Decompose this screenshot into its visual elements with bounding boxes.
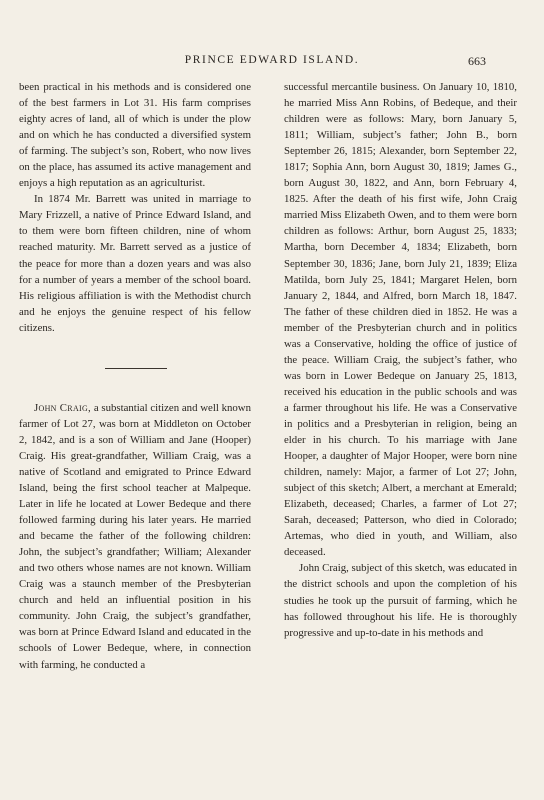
section-divider	[105, 368, 167, 369]
john-craig-paragraph-text: a substantial citizen and well known farmer of Lot 27, was born at Middleton on October 2, 1842, and is a son of William and Jane (Hooper) Craig. His great-grandfather, William Craig, was a native of Scotland and emigrated to Prince Edward Island, being the first school teacher at Malpeque. Later in life he located at Lower Bedeque and there followed farming during his later years. He married and became the father of the following children: John, the subject’s grandfather; William; Alexander and two others whose names are not known. William Craig was a staunch member of the Presbyterian church and held an influential position in his community. John Craig, the subject’s grandfather, was born at Prince Edward Island and educated in the schools of Lower Bedeque, where, in connection with farming, he conducted a	[19, 401, 251, 671]
right-column	[284, 79, 517, 641]
subject-name: John Craig,	[34, 401, 92, 414]
left-column	[19, 79, 251, 673]
craig-family-paragraph: successful mercantile business. On January 10, 1810, he married Miss Ann Robins, of Bedeque, and their children were as follows: Mary, born January 5, 1811; William, subject’s father; John B., born September 26, 1815; Alexander, born September 22, 1817; Sophia Ann, born August 30, 1819; James G., born August 30, 1822, and Ann, born February 4, 1825. After the death of his first wife, John Craig married Miss Elizabeth Owen, and to them were born children as follows: Arthur, born August 25, 1833; Martha, born December 4, 1834; Elizabeth, born September 30, 1836; Jane, born July 21, 1839; Eliza Matilda, born July 25, 1841; Margaret Helen, born January 2, 1844, and Alfred, born March 18, 1847. The father of these children died in 1852. He was a member of the Presbyterian church and in politics was a Conservative, holding the office of justice of the peace. William Craig, the subject’s father, who was born in Lower Bedeque on January 25, 1813, received his education in the public schools and was a farmer throughout his life. He was a Conservative in politics and a Presbyterian in religion, being an elder in his church. To his marriage with Jane Hooper, a daughter of Major Hooper, were born nine children, namely: Major, a farmer of Lot 27; John, subject of this sketch; Albert, a merchant at Emerald; Elizabeth, deceased; Charles, a farmer of Lot 27; Sarah, deceased; Patterson, who died in Colorado; Artemas, who died in youth, and William, also deceased.	[284, 81, 517, 559]
page-header	[0, 54, 544, 72]
barrett-marriage-paragraph: In 1874 Mr. Barrett was united in marriage to Mary Frizzell, a native of Prince Edward Island, and to them were born fifteen children, nine of whom reached maturity. Mr. Barrett served as a justice of the peace for more than a dozen years and was also for a number of years a member of the school board. His religious affiliation is with the Methodist church and he enjoys the genuine respect of his fellow citizens.	[19, 193, 251, 334]
running-title: PRINCE EDWARD ISLAND.	[184, 54, 360, 66]
page-number: 663	[468, 54, 486, 68]
craig-education-paragraph: John Craig, subject of this sketch, was educated in the district schools and upon the completion of his studies he took up the pursuit of farming, which he has followed throughout his life. He is thoroughly progressive and up-to-date in his methods and	[284, 562, 517, 639]
barrett-paragraph-continued: been practical in his methods and is considered one of the best farmers in Lot 31. His farm comprises eighty acres of land, all of which is under the plow and on which he has conducted a diversified system of farming. The subject’s son, Robert, who now lives on the place, has assumed its active management and enjoys a high reputation as an agriculturist.	[19, 81, 251, 190]
john-craig-paragraph	[19, 400, 251, 673]
